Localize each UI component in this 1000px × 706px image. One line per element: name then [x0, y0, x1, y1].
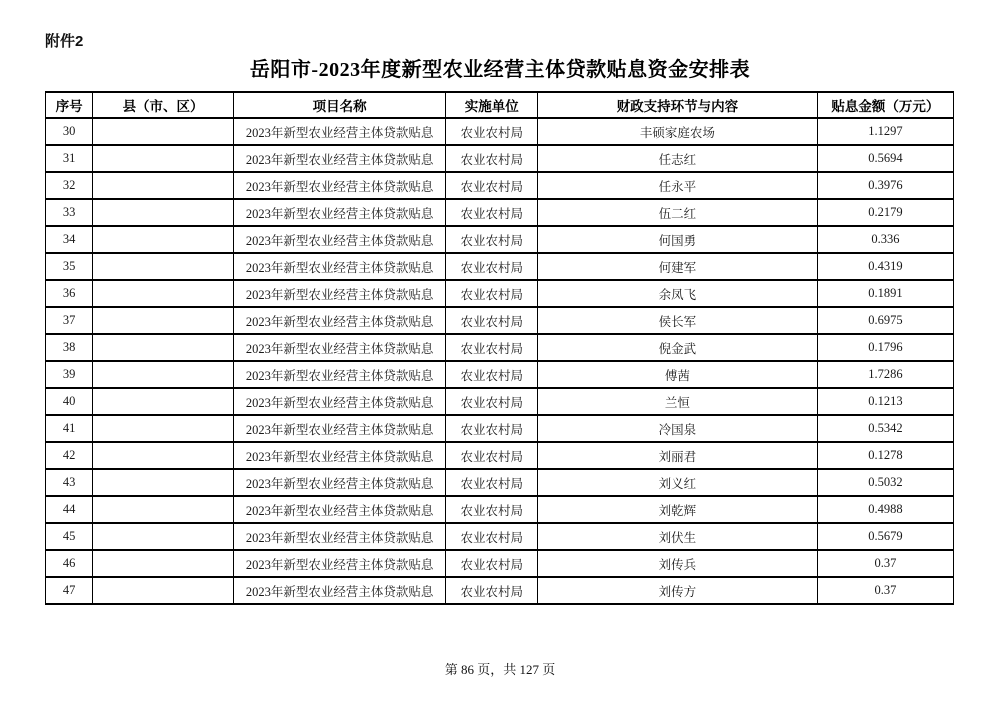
cell-project: 2023年新型农业经营主体贷款贴息	[233, 199, 445, 226]
cell-unit: 农业农村局	[446, 496, 538, 523]
cell-amount: 0.336	[817, 226, 953, 253]
table-row	[46, 253, 954, 280]
header-amount: 贴息金额（万元）	[817, 92, 953, 118]
cell-support: 刘伏生	[538, 523, 818, 550]
cell-support: 何国勇	[538, 226, 818, 253]
cell-index: 42	[46, 442, 93, 469]
cell-support: 兰恒	[538, 388, 818, 415]
cell-project: 2023年新型农业经营主体贷款贴息	[233, 523, 445, 550]
cell-index: 41	[46, 415, 93, 442]
cell-county	[93, 199, 234, 226]
cell-index: 44	[46, 496, 93, 523]
cell-unit: 农业农村局	[446, 280, 538, 307]
cell-amount: 0.1891	[817, 280, 953, 307]
table-row	[46, 523, 954, 550]
cell-county	[93, 334, 234, 361]
cell-support: 何建军	[538, 253, 818, 280]
table-row	[46, 226, 954, 253]
cell-index: 32	[46, 172, 93, 199]
cell-index: 35	[46, 253, 93, 280]
cell-support: 侯长军	[538, 307, 818, 334]
cell-amount: 0.5342	[817, 415, 953, 442]
cell-county	[93, 307, 234, 334]
cell-support: 伍二红	[538, 199, 818, 226]
cell-unit: 农业农村局	[446, 145, 538, 172]
table-header-row	[46, 92, 954, 118]
cell-index: 34	[46, 226, 93, 253]
attachment-label: 附件2	[45, 33, 84, 50]
cell-unit: 农业农村局	[446, 199, 538, 226]
table-row	[46, 172, 954, 199]
cell-county	[93, 523, 234, 550]
table-row	[46, 118, 954, 145]
cell-project: 2023年新型农业经营主体贷款贴息	[233, 469, 445, 496]
cell-county	[93, 415, 234, 442]
page-footer: 第 86 页，共 127 页	[444, 662, 556, 677]
header-support: 财政支持环节与内容	[538, 92, 818, 118]
cell-county	[93, 550, 234, 577]
cell-support: 余凤飞	[538, 280, 818, 307]
cell-unit: 农业农村局	[446, 388, 538, 415]
cell-project: 2023年新型农业经营主体贷款贴息	[233, 550, 445, 577]
cell-index: 30	[46, 118, 93, 145]
cell-support: 刘义红	[538, 469, 818, 496]
cell-amount: 0.4988	[817, 496, 953, 523]
table-row	[46, 415, 954, 442]
cell-project: 2023年新型农业经营主体贷款贴息	[233, 253, 445, 280]
cell-unit: 农业农村局	[446, 226, 538, 253]
cell-support: 丰硕家庭农场	[538, 118, 818, 145]
cell-index: 36	[46, 280, 93, 307]
cell-project: 2023年新型农业经营主体贷款贴息	[233, 118, 445, 145]
header-county: 县（市、区）	[93, 92, 234, 118]
cell-county	[93, 145, 234, 172]
cell-project: 2023年新型农业经营主体贷款贴息	[233, 415, 445, 442]
cell-amount: 0.5694	[817, 145, 953, 172]
header-project: 项目名称	[233, 92, 445, 118]
cell-county	[93, 361, 234, 388]
cell-county	[93, 442, 234, 469]
cell-support: 刘乾辉	[538, 496, 818, 523]
cell-unit: 农业农村局	[446, 307, 538, 334]
cell-amount: 0.4319	[817, 253, 953, 280]
cell-index: 37	[46, 307, 93, 334]
cell-county	[93, 577, 234, 604]
table-row	[46, 145, 954, 172]
cell-project: 2023年新型农业经营主体贷款贴息	[233, 496, 445, 523]
table-row	[46, 334, 954, 361]
cell-amount: 0.1278	[817, 442, 953, 469]
cell-unit: 农业农村局	[446, 118, 538, 145]
cell-support: 刘传兵	[538, 550, 818, 577]
table-row	[46, 199, 954, 226]
cell-index: 38	[46, 334, 93, 361]
header-unit: 实施单位	[446, 92, 538, 118]
cell-index: 43	[46, 469, 93, 496]
table-row	[46, 469, 954, 496]
table-row	[46, 577, 954, 604]
cell-project: 2023年新型农业经营主体贷款贴息	[233, 172, 445, 199]
cell-amount: 0.1213	[817, 388, 953, 415]
cell-project: 2023年新型农业经营主体贷款贴息	[233, 361, 445, 388]
cell-index: 47	[46, 577, 93, 604]
table-row	[46, 442, 954, 469]
cell-amount: 0.37	[817, 577, 953, 604]
cell-amount: 1.1297	[817, 118, 953, 145]
table-row	[46, 496, 954, 523]
cell-unit: 农业农村局	[446, 253, 538, 280]
cell-support: 刘传方	[538, 577, 818, 604]
cell-unit: 农业农村局	[446, 469, 538, 496]
cell-county	[93, 388, 234, 415]
cell-unit: 农业农村局	[446, 334, 538, 361]
cell-unit: 农业农村局	[446, 550, 538, 577]
cell-county	[93, 496, 234, 523]
cell-project: 2023年新型农业经营主体贷款贴息	[233, 334, 445, 361]
cell-amount: 0.5032	[817, 469, 953, 496]
cell-project: 2023年新型农业经营主体贷款贴息	[233, 226, 445, 253]
cell-project: 2023年新型农业经营主体贷款贴息	[233, 388, 445, 415]
table-row	[46, 307, 954, 334]
cell-amount: 0.3976	[817, 172, 953, 199]
cell-support: 刘丽君	[538, 442, 818, 469]
page-title: 岳阳市-2023年度新型农业经营主体贷款贴息资金安排表	[249, 59, 751, 81]
cell-support: 任志红	[538, 145, 818, 172]
table-row	[46, 361, 954, 388]
cell-amount: 0.6975	[817, 307, 953, 334]
table-row	[46, 280, 954, 307]
cell-unit: 农业农村局	[446, 577, 538, 604]
cell-index: 33	[46, 199, 93, 226]
table-body	[46, 118, 954, 604]
header-index: 序号	[46, 92, 93, 118]
cell-project: 2023年新型农业经营主体贷款贴息	[233, 280, 445, 307]
cell-support: 倪金武	[538, 334, 818, 361]
cell-index: 39	[46, 361, 93, 388]
cell-county	[93, 118, 234, 145]
cell-unit: 农业农村局	[446, 523, 538, 550]
table-row	[46, 550, 954, 577]
cell-support: 冷国泉	[538, 415, 818, 442]
cell-project: 2023年新型农业经营主体贷款贴息	[233, 145, 445, 172]
cell-amount: 0.2179	[817, 199, 953, 226]
cell-county	[93, 280, 234, 307]
cell-amount: 1.7286	[817, 361, 953, 388]
cell-project: 2023年新型农业经营主体贷款贴息	[233, 442, 445, 469]
cell-county	[93, 226, 234, 253]
cell-project: 2023年新型农业经营主体贷款贴息	[233, 307, 445, 334]
subsidy-table	[45, 91, 954, 605]
cell-amount: 0.1796	[817, 334, 953, 361]
cell-support: 任永平	[538, 172, 818, 199]
cell-unit: 农业农村局	[446, 415, 538, 442]
cell-unit: 农业农村局	[446, 361, 538, 388]
cell-county	[93, 253, 234, 280]
cell-county	[93, 469, 234, 496]
cell-index: 46	[46, 550, 93, 577]
cell-unit: 农业农村局	[446, 172, 538, 199]
table-row	[46, 388, 954, 415]
cell-index: 45	[46, 523, 93, 550]
cell-support: 傅茜	[538, 361, 818, 388]
cell-amount: 0.5679	[817, 523, 953, 550]
cell-index: 40	[46, 388, 93, 415]
cell-index: 31	[46, 145, 93, 172]
cell-unit: 农业农村局	[446, 442, 538, 469]
cell-county	[93, 172, 234, 199]
cell-amount: 0.37	[817, 550, 953, 577]
cell-project: 2023年新型农业经营主体贷款贴息	[233, 577, 445, 604]
